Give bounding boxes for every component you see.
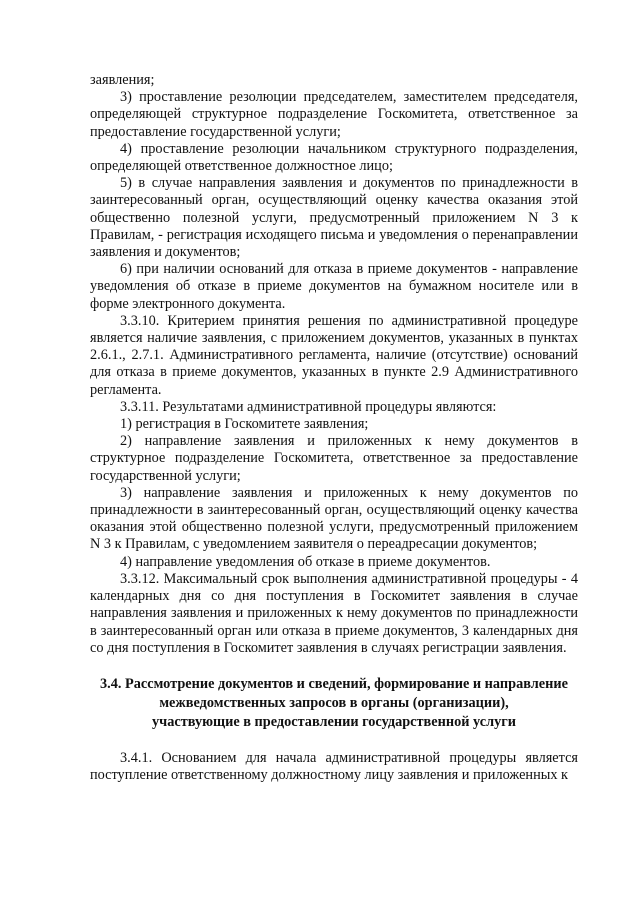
paragraph: 6) при наличии оснований для отказа в приеме документов - направление уведомления об отказе в приеме документов на бумажном носителе или в форме электронного документа. (90, 261, 578, 312)
paragraph: 4) направление уведомления об отказе в приеме документов. (120, 553, 491, 570)
paragraph: 1) регистрация в Госкомитете заявления; (120, 416, 369, 433)
document-page (90, 72, 578, 784)
paragraph: заявления; (90, 72, 155, 88)
section-heading-line: 3.4. Рассмотрение документов и сведений, формирование и направление (100, 675, 568, 692)
paragraph: 5) в случае направления заявления и документов по принадлежности в заинтересованный орган, осуществляющий оценку качества оказания этой общественно полезной услуги, предусмотренный приложением N 3 к Правилам, - регистрация исходящего письма и уведомления о перенаправлении заявления и документов; (90, 175, 578, 261)
body-text-after (90, 750, 578, 784)
section-heading (90, 675, 578, 732)
paragraph: 2) направление заявления и приложенных к нему документов в структурное подразделение Госкомитета, ответственное за предоставление государственной услуги; (90, 433, 578, 484)
section-heading-line: межведомственных запросов в органы (организации), (159, 694, 509, 711)
paragraph: 4) проставление резолюции начальником структурного подразделения, определяющей ответственное должностное лицо; (90, 140, 578, 175)
paragraph: 3.3.11. Результатами административной процедуры являются: (120, 398, 497, 415)
section-heading-line: участвующие в предоставлении государственной услуги (151, 713, 516, 730)
paragraph: 3) направление заявления и приложенных к нему документов по принадлежности в заинтересованный орган, осуществляющий оценку качества оказания этой общественно полезной услуги, предусмотренный приложением N 3 к Правилам, с уведомлением заявителя о переадресации документов; (90, 484, 578, 553)
body-text-before (90, 72, 578, 657)
paragraph: 3.3.10. Критерием принятия решения по административной процедуре является наличие заявления, с приложением документов, указанных в пунктах 2.6.1., 2.7.1. Административного регламента, наличие (отсутствие) оснований для отказа в приеме документов, указанных в пункте 2.9 Административного регламента. (90, 312, 578, 398)
paragraph: 3.4.1. Основанием для начала административной процедуры является поступление ответственному должностному лицу заявления и приложенных к (90, 749, 578, 784)
paragraph: 3.3.12. Максимальный срок выполнения административной процедуры - 4 календарных дня со дня поступления в Госкомитет заявления в случае направления заявления и приложенных к нему документов по принадлежности в заинтересованный орган или отказа в приеме документов, 3 календарных дня со дня поступления в Госкомитет заявления в случаях регистрации заявления. (90, 570, 578, 656)
paragraph: 3) проставление резолюции председателем, заместителем председателя, определяющей структурное подразделение Госкомитета, ответственное за предоставление государственной услуги; (90, 89, 578, 140)
